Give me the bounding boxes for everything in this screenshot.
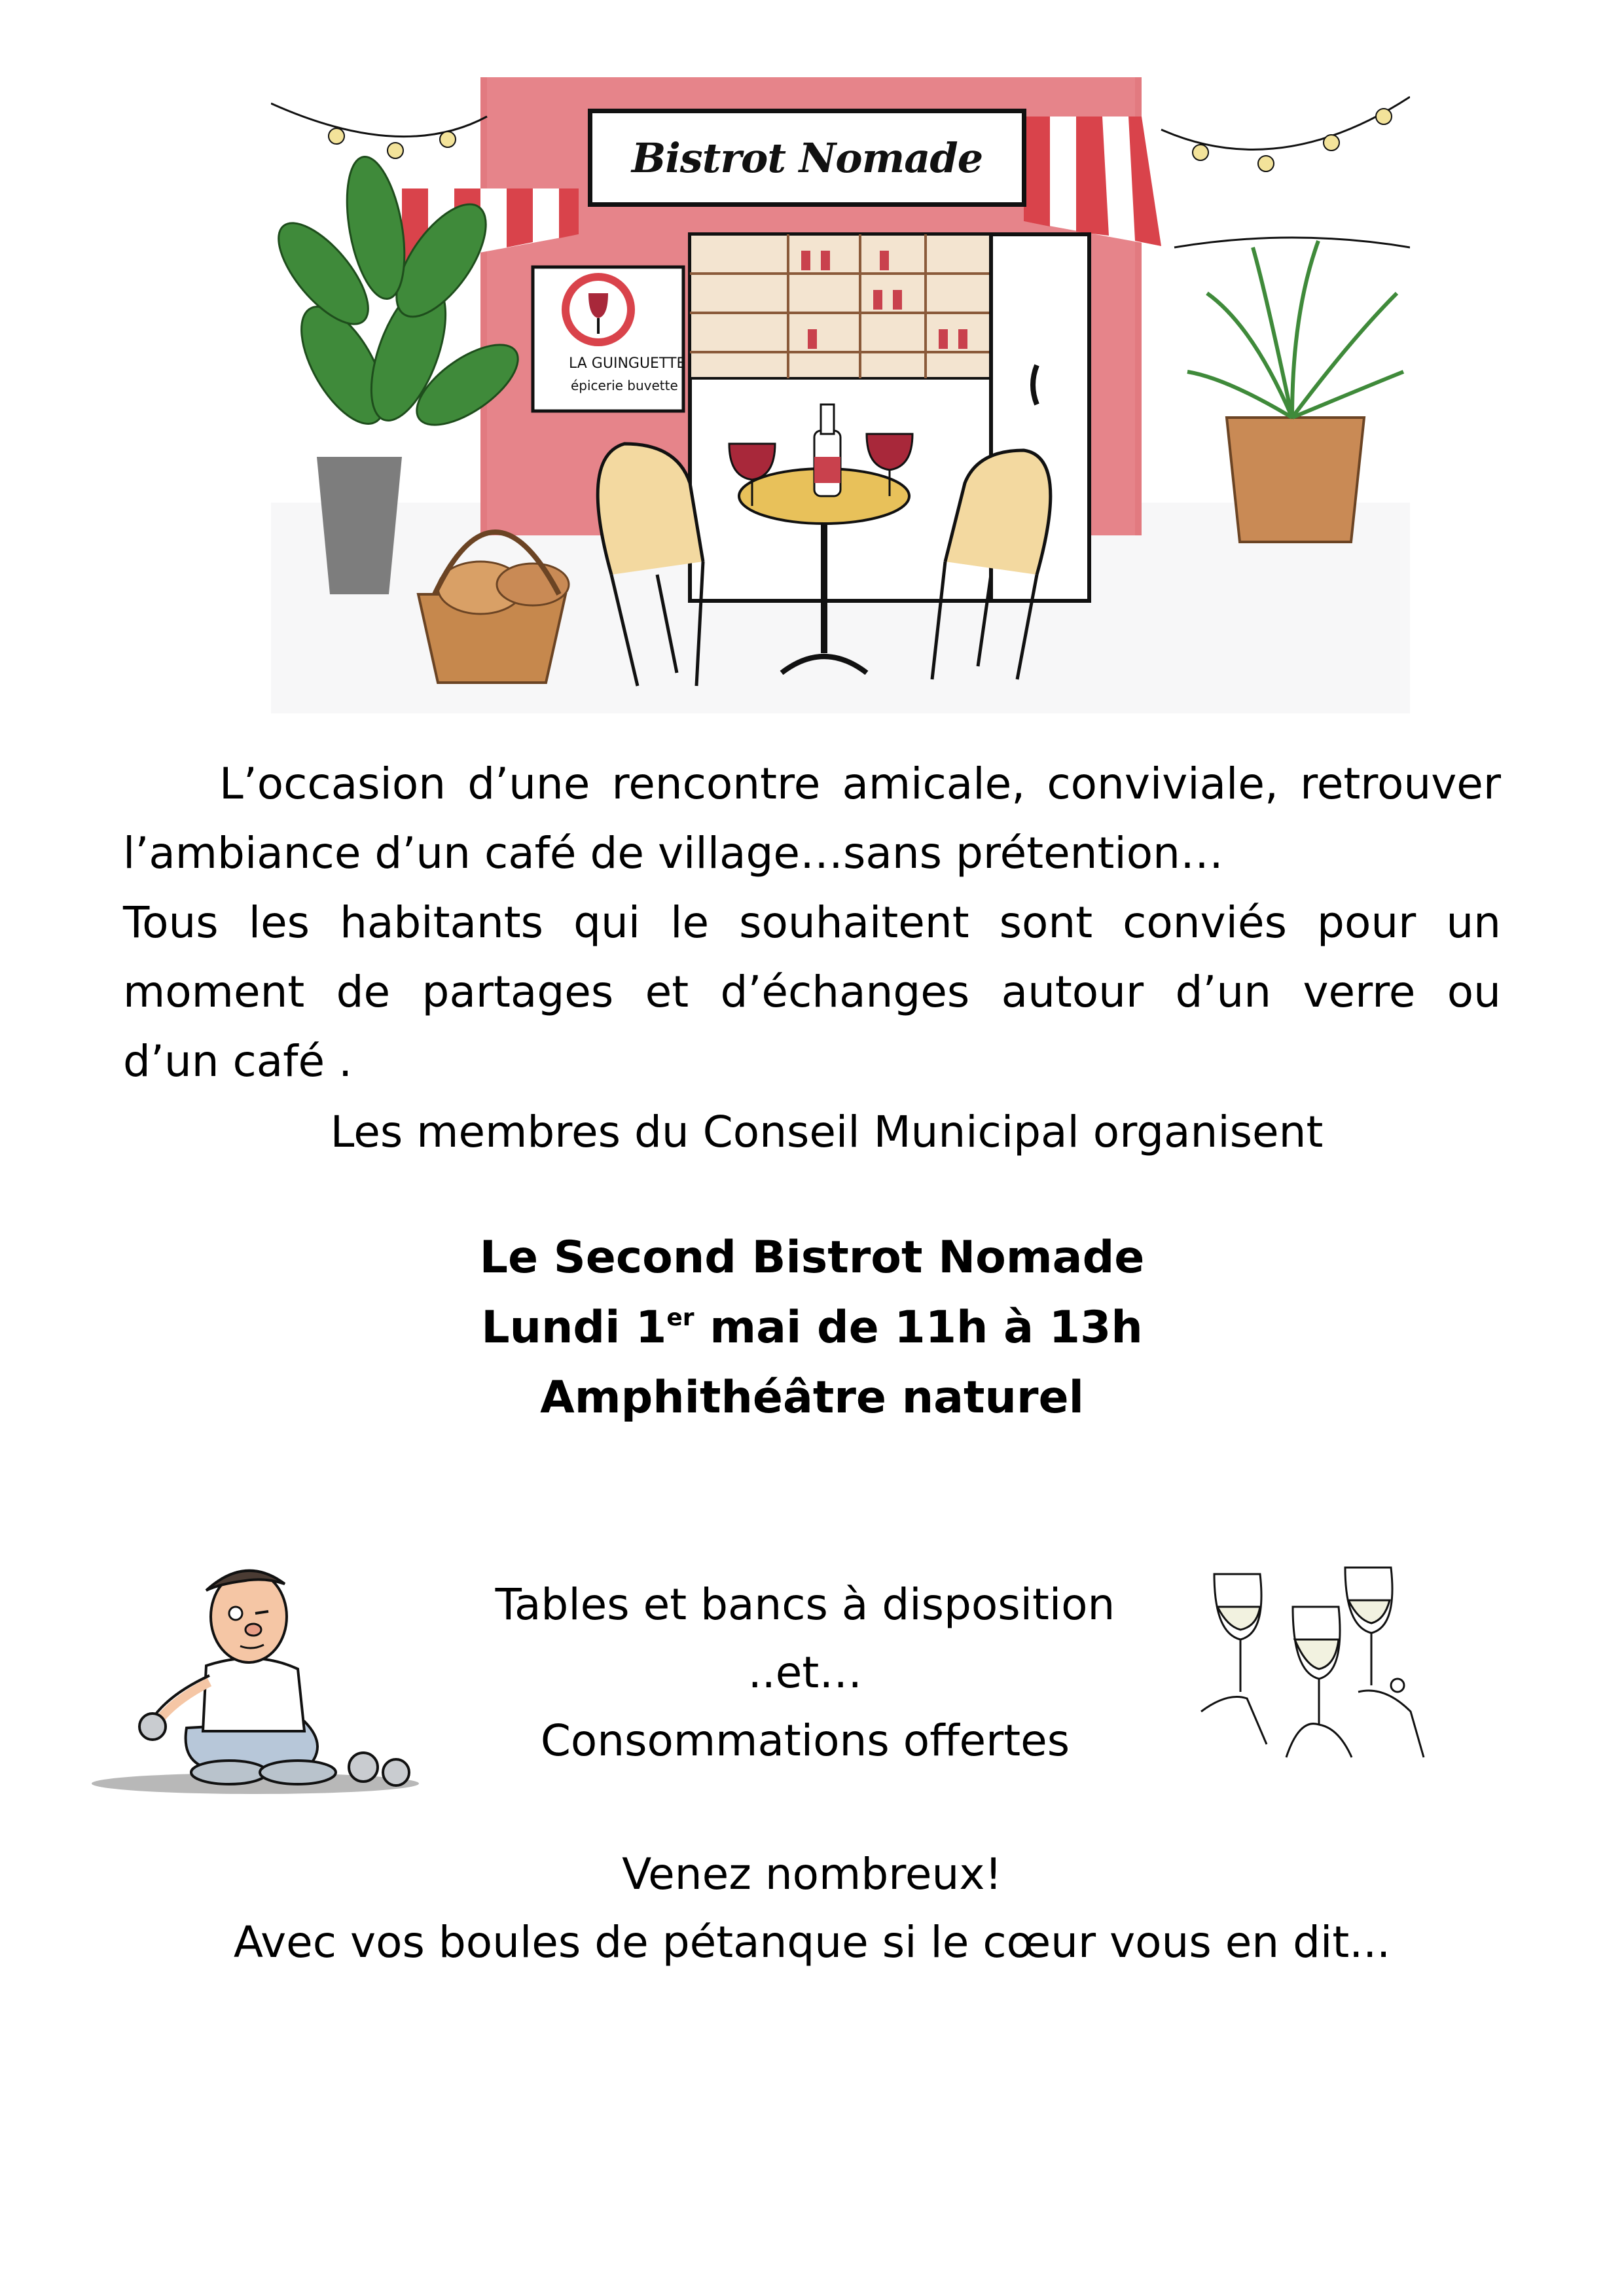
toast-glasses-illustration: [1188, 1561, 1430, 1770]
extras-line-3: Consommations offertes: [540, 1715, 1070, 1766]
intro-line-1: L’occasion d’une rencontre amicale, conviviale, retrouver: [219, 759, 1501, 809]
event-details: [0, 1223, 1624, 1433]
intro-line-3: Tous les habitants qui le souhaitent sont conviés pour un: [123, 897, 1501, 948]
extras-block: [393, 1571, 1218, 1775]
intro-line-2: l’ambiance d’un café de village…sans prétention…: [123, 828, 1223, 878]
event-title: Le Second Bistrot Nomade: [479, 1232, 1145, 1283]
bistrot-sign: [588, 109, 1026, 207]
organisers-line: Les membres du Conseil Municipal organisent: [330, 1107, 1324, 1157]
event-place: Amphithéâtre naturel: [540, 1372, 1084, 1424]
closing-line-2: Avec vos boules de pétanque si le cœur vous en dit...: [233, 1917, 1391, 1967]
event-date: Lundi 1er mai de 11h à 13h: [481, 1302, 1143, 1354]
closing-block: [0, 1840, 1624, 1977]
guinguette-sign: [533, 267, 685, 411]
extras-line-2: ..et…: [748, 1647, 863, 1698]
intro-paragraph: [123, 749, 1501, 1096]
bistrot-illustration: [271, 77, 1410, 713]
right-plant: [1187, 241, 1403, 542]
shop-sign-title: LA GUINGUETTE: [569, 355, 686, 372]
extras-line-1: Tables et bancs à disposition: [495, 1579, 1115, 1630]
intro-line-5: d’un café .: [123, 1036, 353, 1086]
petanque-player-illustration: [88, 1551, 422, 1800]
intro-line-4: moment de partages et d’échanges autour d’un verre ou: [123, 967, 1501, 1017]
bistrot-sign-text: Bistrot Nomade: [631, 134, 983, 182]
shop-sign-subtitle: épicerie buvette: [571, 378, 678, 393]
closing-line-1: Venez nombreux!: [622, 1849, 1002, 1899]
